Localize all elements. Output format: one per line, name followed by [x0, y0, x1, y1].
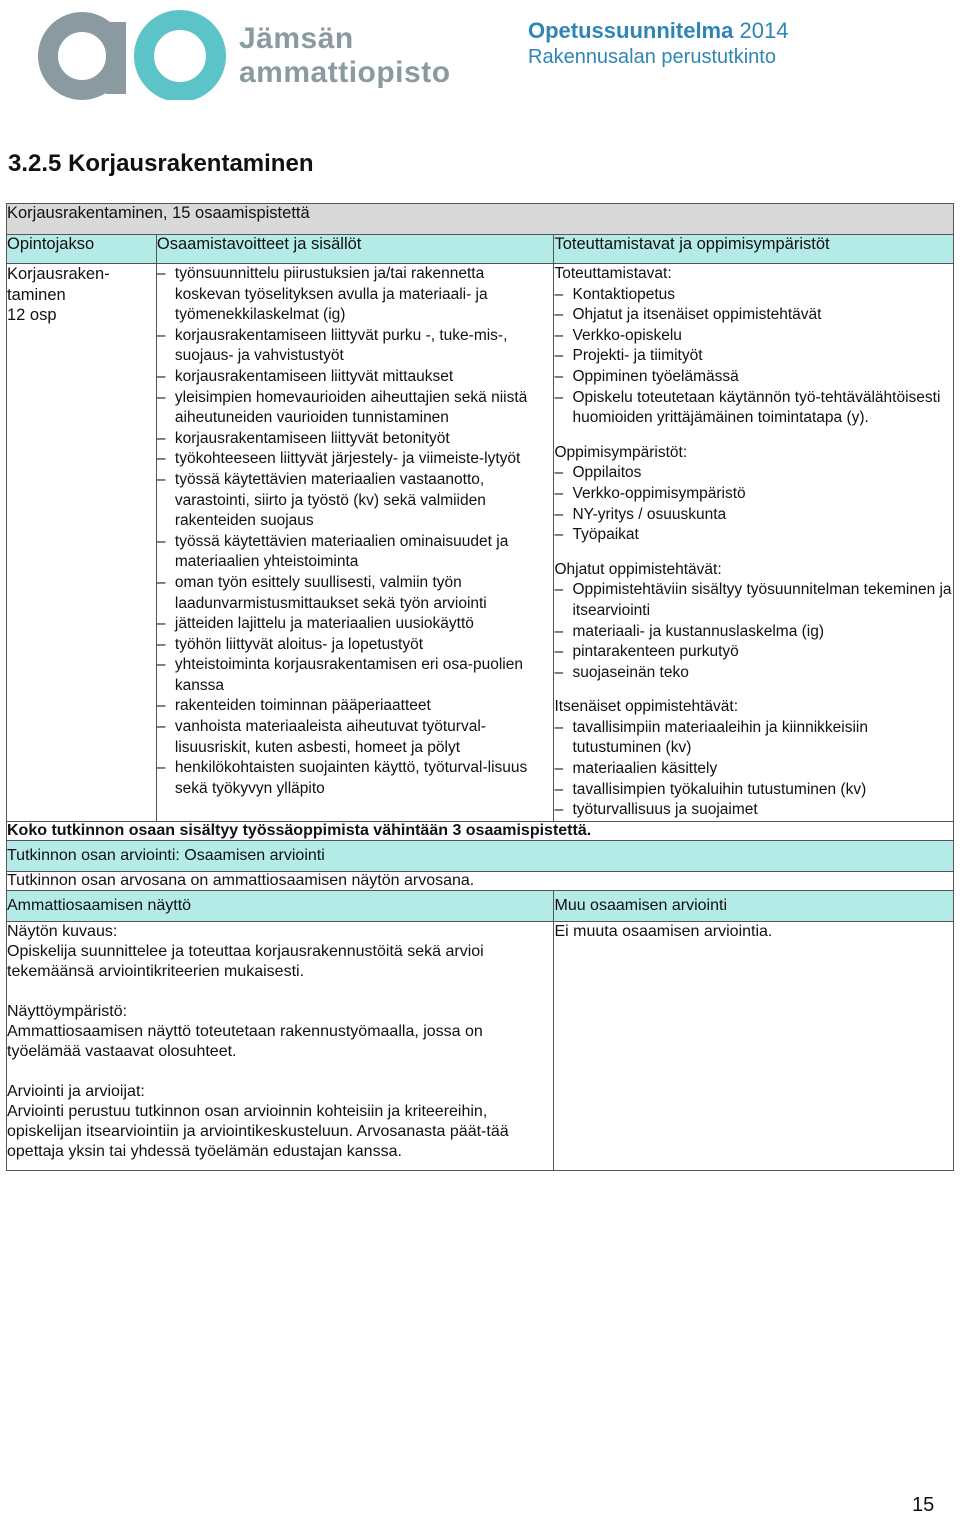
- course-points: 12 osp: [7, 306, 57, 325]
- table-header-row: [7, 235, 954, 264]
- demo-content-cell: [7, 921, 554, 1170]
- document-title-bold: Opetussuunnitelma: [528, 18, 734, 43]
- list-item: – työkohteeseen liittyvät järjestely- ja viimeiste-lytyöt: [157, 449, 554, 470]
- list-item: – Työpaikat: [554, 525, 953, 546]
- list-item: – pintarakenteen purkutyö: [554, 642, 953, 663]
- list-item: – Verkko-opiskelu: [554, 326, 953, 347]
- section-heading: [8, 150, 313, 178]
- demo-header: Ammattiosaamisen näyttö: [7, 890, 554, 921]
- guided-tasks-list: [554, 580, 953, 683]
- demo-env-heading: Näyttöympäristö:: [7, 1002, 128, 1020]
- table-title: Korjausrakentaminen, 15 osaamispistettä: [7, 204, 954, 235]
- demo-assess-heading: Arviointi ja arvioijat:: [7, 1082, 145, 1100]
- worklearning-row: [7, 821, 954, 840]
- list-item: – materiaalien käsittely: [554, 759, 953, 780]
- assessment-title-row: [7, 840, 954, 871]
- list-item: – työhön liittyvät aloitus- ja lopetustyöt: [157, 635, 554, 656]
- list-item: – rakenteiden toiminnan pääperiaatteet: [157, 696, 554, 717]
- list-item: – jätteiden lajittelu ja materiaalien uusiokäyttö: [157, 614, 554, 635]
- demo-assess: Arviointi perustuu tutkinnon osan arvioinnin kohteisiin ja kriteereihin, opiskelijan itsearviointiin ja arviointikeskusteluun. Arvosanasta päät-tää opettaja yksin tai yhdessä työelämän edustajan kanssa.: [7, 1102, 509, 1160]
- assessment-title: Tutkinnon osan arviointi: Osaamisen arviointi: [7, 840, 954, 871]
- envs-heading: Oppimisympäristöt:: [554, 443, 688, 461]
- list-item: – henkilökohtaisten suojainten käyttö, työturval-lisuus sekä työkyvyn ylläpito: [157, 758, 554, 799]
- page-number: 15: [912, 1494, 935, 1516]
- list-item: – työssä käytettävien materiaalien vastaanotto, varastointi, siirto ja työstö (kv) sekä valmiiden rakenteiden suojaus: [157, 470, 554, 532]
- list-item: – Verkko-oppimisympäristö: [554, 484, 953, 505]
- list-item: – työnsuunnittelu piirustuksien ja/tai rakennetta koskevan työselityksen avulla ja materiaali- ja työmenekkilaskelmat (ig): [157, 264, 554, 326]
- methods-list: [554, 285, 953, 429]
- list-item: – materiaali- ja kustannuslaskelma (ig): [554, 622, 953, 643]
- page-header: [0, 0, 960, 110]
- list-item: – oman työn esittely suullisesti, valmiin työn laadunvarmistusmittaukset sekä työn arviointi: [157, 573, 554, 614]
- course-name-cell: [7, 264, 157, 822]
- list-item: – Oppilaitos: [554, 463, 953, 484]
- document-year: 2014: [739, 18, 789, 43]
- list-item: – yhteistoiminta korjausrakentamisen eri osa-puolien kanssa: [157, 655, 554, 696]
- other-assessment-text: Ei muuta osaamisen arviointia.: [554, 922, 773, 940]
- table-title-row: [7, 204, 954, 235]
- list-item: – korjausrakentamiseen liittyvät betonityöt: [157, 429, 554, 450]
- methods-heading: Toteuttamistavat:: [554, 265, 672, 282]
- school-logo: [34, 8, 451, 100]
- demo-desc-heading: Näytön kuvaus:: [7, 922, 118, 940]
- course-name-line-1: Korjausraken-: [7, 265, 110, 283]
- assessment-content-row: [7, 921, 954, 1170]
- worklearning-note: Koko tutkinnon osaan sisältyy työssäoppimista vähintään 3 osaamispistettä.: [7, 821, 954, 840]
- section-number: 3.2.5: [8, 150, 62, 177]
- list-item: – Opiskelu toteutetaan käytännön työ-tehtävälähtöisesti huomioiden yrittäjämäinen toimintatapa (y).: [554, 388, 953, 429]
- goals-list: [157, 264, 554, 799]
- list-item: – Kontaktiopetus: [554, 285, 953, 306]
- section-title: Korjausrakentaminen: [68, 150, 314, 177]
- col-header-course: Opintojakso: [7, 235, 157, 264]
- list-item: – suojaseinän teko: [554, 663, 953, 684]
- course-name-line-2: taminen: [7, 285, 66, 304]
- demo-desc: Opiskelija suunnittelee ja toteuttaa korjausrakennustöitä sekä arvioi tekemäänsä arviointikriteerien mukaisesti.: [7, 942, 484, 980]
- independent-tasks-list: [554, 718, 953, 821]
- list-item: – NY-yritys / osuuskunta: [554, 505, 953, 526]
- course-table: [6, 203, 954, 1171]
- col-header-methods: Toteuttamistavat ja oppimisympäristöt: [554, 235, 954, 264]
- list-item: – Ohjatut ja itsenäiset oppimistehtävät: [554, 305, 953, 326]
- list-item: – työssä käytettävien materiaalien ominaisuudet ja materiaalien yhteistoiminta: [157, 532, 554, 573]
- other-assessment-cell: [554, 921, 954, 1170]
- list-item: – työturvallisuus ja suojaimet: [554, 800, 953, 821]
- assessment-note-row: [7, 871, 954, 890]
- document-title: [528, 18, 788, 44]
- list-item: – vanhoista materiaaleista aiheutuvat työturval-lisuusriskit, kuten asbesti, homeet ja pölyt: [157, 717, 554, 758]
- list-item: – Oppimistehtäviin sisältyy työsuunnitelman tekeminen ja itsearviointi: [554, 580, 953, 621]
- other-assessment-header: Muu osaamisen arviointi: [554, 890, 954, 921]
- assessment-note: Tutkinnon osan arvosana on ammattiosaamisen näytön arvosana.: [7, 871, 954, 890]
- independent-tasks-heading: Itsenäiset oppimistehtävät:: [554, 698, 739, 716]
- col-header-goals: Osaamistavoitteet ja sisällöt: [156, 235, 554, 264]
- envs-list: [554, 463, 953, 545]
- list-item: – tavallisimpiin materiaaleihin ja kiinnikkeisiin tutustuminen (kv): [554, 718, 953, 759]
- methods-cell: [554, 264, 954, 822]
- document-title-block: [528, 18, 788, 70]
- list-item: – korjausrakentamiseen liittyvät purku -, tuke-mis-, suojaus- ja vahvistustyöt: [157, 326, 554, 367]
- logo-line-1: Jämsän: [239, 22, 354, 55]
- list-item: – Projekti- ja tiimityöt: [554, 346, 953, 367]
- course-row: [7, 264, 954, 822]
- assessment-header-row: [7, 890, 954, 921]
- goals-cell: [156, 264, 554, 822]
- ao-logo-mark: [34, 8, 234, 100]
- list-item: – Oppiminen työelämässä: [554, 367, 953, 388]
- list-item: – tavallisimpien työkaluihin tutustuminen (kv): [554, 780, 953, 801]
- list-item: – korjausrakentamiseen liittyvät mittaukset: [157, 367, 554, 388]
- list-item: – yleisimpien homevaurioiden aiheuttajien sekä niistä aiheutuneiden vaurioiden tunnistaminen: [157, 388, 554, 429]
- demo-env: Ammattiosaamisen näyttö toteutetaan rakennustyömaalla, jossa on työelämää vastaavat olosuhteet.: [7, 1022, 483, 1060]
- document-subtitle: Rakennusalan perustutkinto: [528, 46, 776, 68]
- logo-line-2: ammattiopisto: [239, 56, 451, 89]
- guided-tasks-heading: Ohjatut oppimistehtävät:: [554, 560, 722, 578]
